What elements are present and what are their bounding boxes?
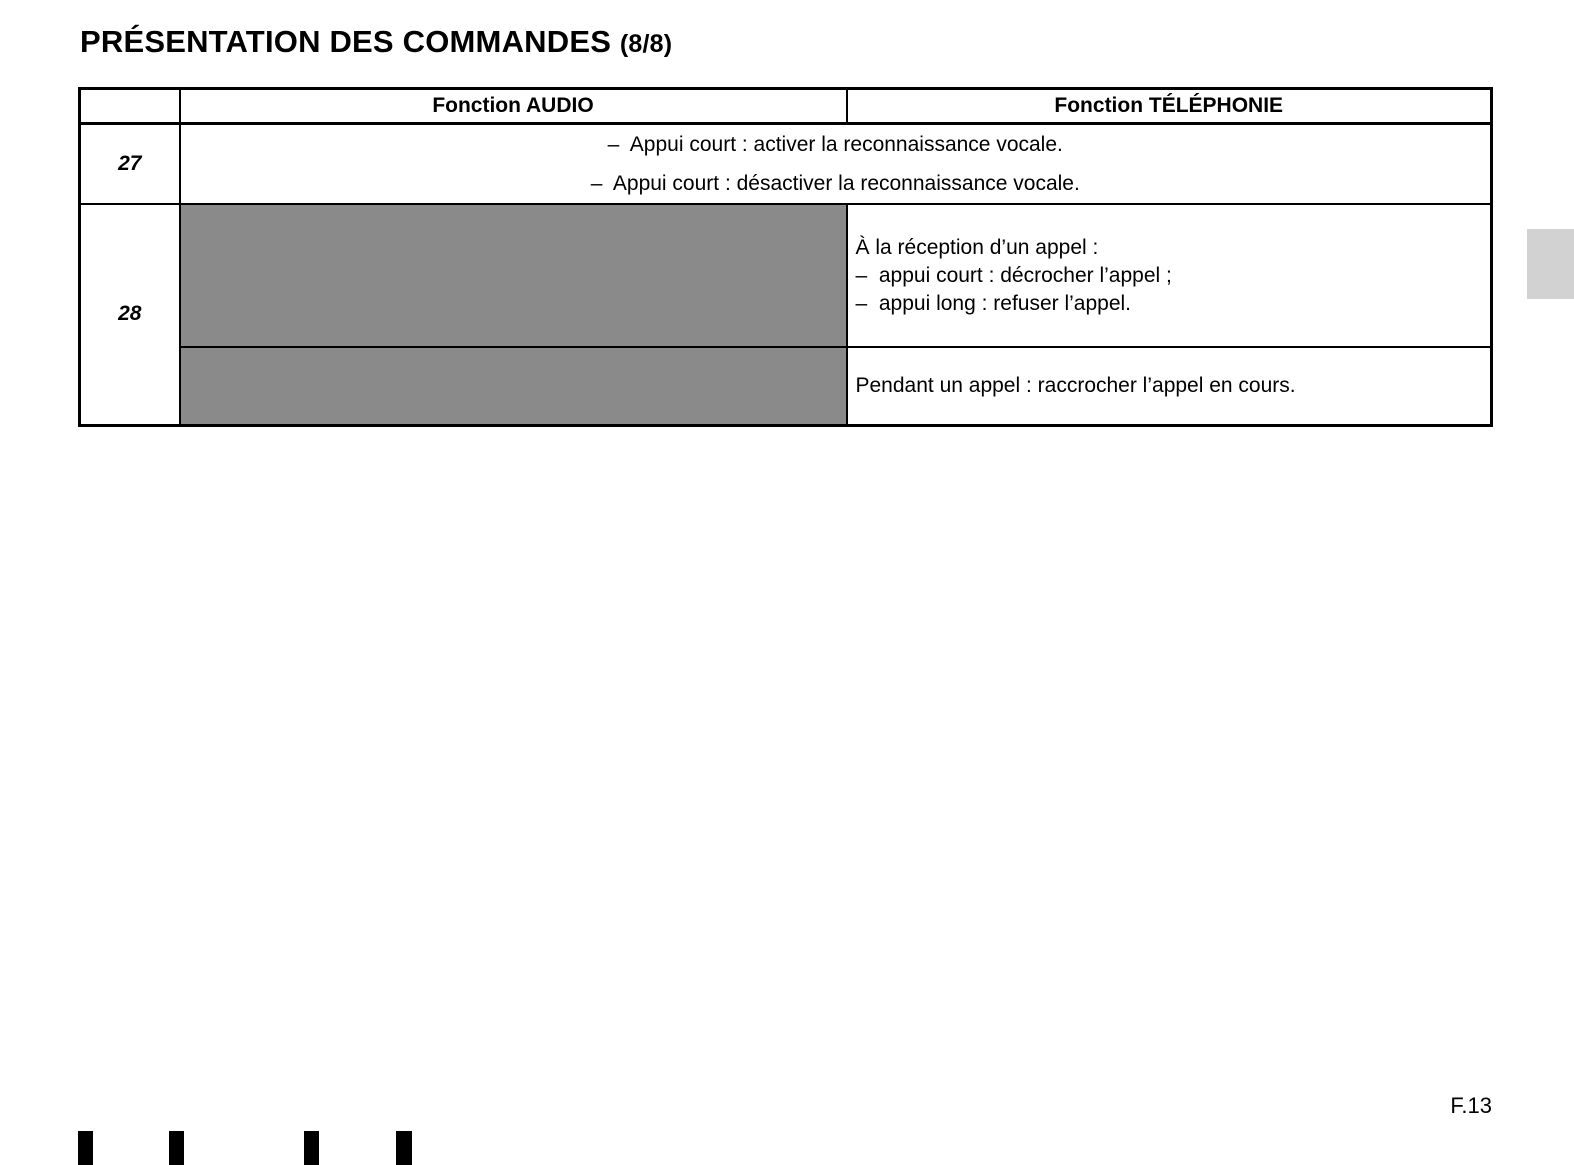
print-registration-mark — [78, 1131, 93, 1165]
print-registration-mark — [169, 1131, 184, 1165]
row28-top-line-3: – appui long : refuser l’appel. — [855, 291, 1132, 315]
table-row-28-bottom — [80, 347, 1492, 425]
table-header-row — [80, 89, 1492, 124]
page-title-suffix: (8/8) — [619, 30, 673, 58]
row27-number: 27 — [80, 124, 180, 205]
page-number: F.13 — [1450, 1093, 1492, 1118]
row28-bottom-line-1: Pendant un appel : raccrocher l’appel en cours. — [855, 373, 1296, 397]
row27-line-2: – Appui court : désactiver la reconnaissance vocale. — [590, 172, 1080, 195]
section-side-tab — [1527, 229, 1574, 299]
row27-line-1: – Appui court : activer la reconnaissance vocale. — [607, 133, 1063, 156]
row28-top-line-2: – appui court : décrocher l’appel ; — [855, 263, 1172, 287]
header-telephonie: Fonction TÉLÉPHONIE — [847, 89, 1492, 124]
table-row-27 — [80, 124, 1492, 205]
row28-top-line-1: À la réception d’un appel : — [855, 235, 1099, 259]
header-empty-cell — [80, 89, 180, 124]
page-title — [80, 24, 672, 60]
row28-phone-cell-bottom — [847, 347, 1492, 425]
row28-number: 28 — [80, 204, 180, 425]
header-audio: Fonction AUDIO — [180, 89, 847, 124]
row28-phone-cell-top — [847, 204, 1492, 347]
row27-merged-cell — [180, 124, 1492, 205]
print-registration-mark — [396, 1131, 412, 1165]
row28-audio-grayed-cell-top — [180, 204, 847, 347]
commands-table — [78, 87, 1493, 427]
table-row-28-top — [80, 204, 1492, 347]
page-title-main: PRÉSENTATION DES COMMANDES — [80, 24, 620, 59]
row28-audio-grayed-cell-bottom — [180, 347, 847, 425]
print-registration-mark — [304, 1131, 319, 1165]
